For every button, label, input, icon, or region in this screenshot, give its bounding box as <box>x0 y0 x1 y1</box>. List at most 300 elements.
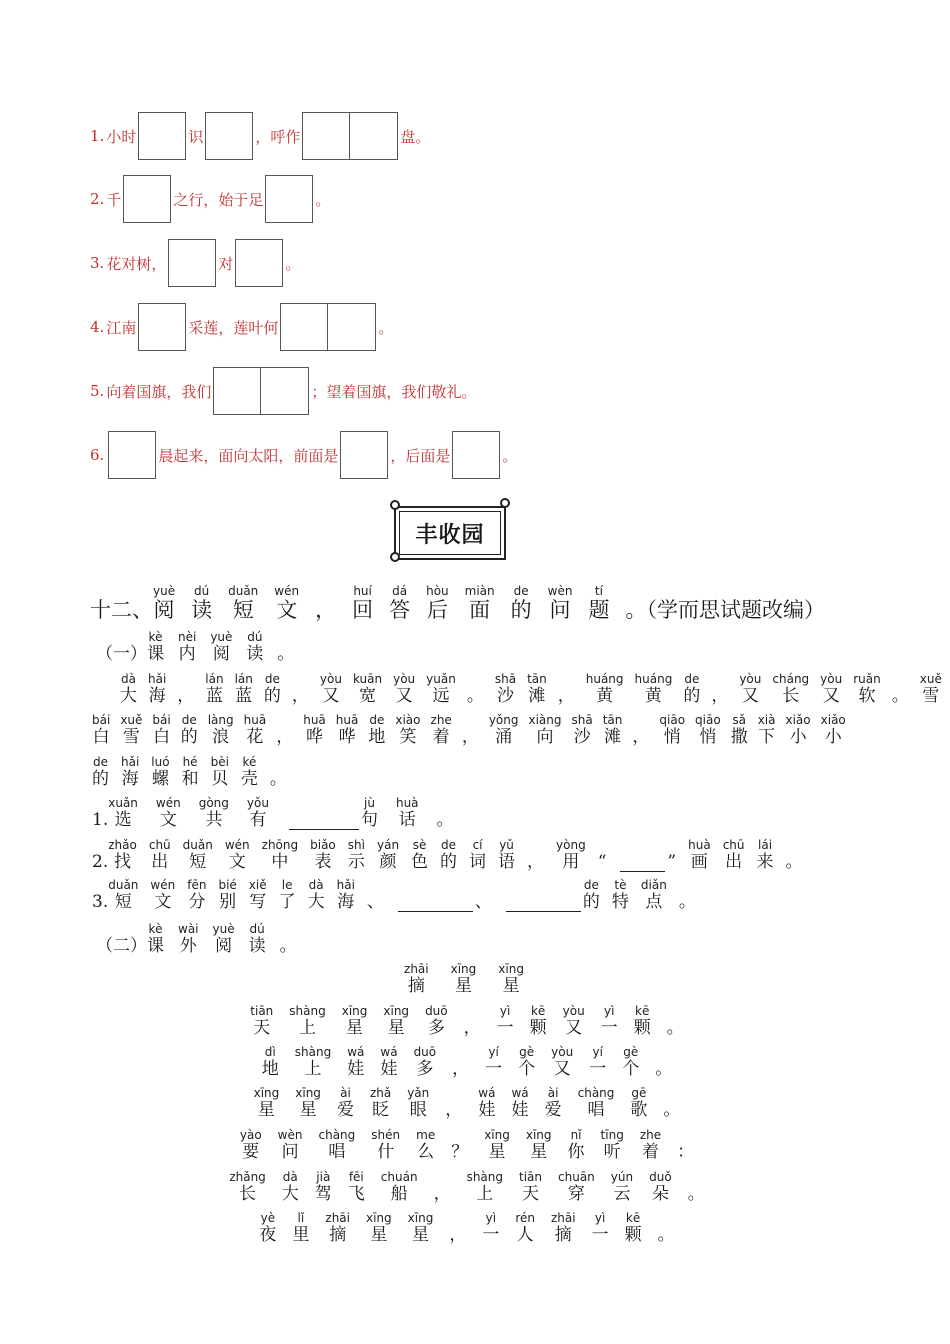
pinyin-character <box>449 1211 466 1245</box>
hanzi: 娃 <box>380 1059 398 1079</box>
pinyin-character <box>279 878 296 912</box>
pinyin: jià <box>316 1170 331 1184</box>
hanzi: 出 <box>725 852 743 872</box>
pinyin-character <box>518 1045 535 1079</box>
hanzi: 、 <box>366 892 384 912</box>
passage-line <box>92 755 299 789</box>
hanzi: 爱 <box>544 1100 562 1120</box>
pinyin-character <box>677 1128 694 1162</box>
item-number: 6. <box>90 446 105 464</box>
pinyin: tān <box>602 713 623 727</box>
part-two-heading <box>96 922 297 956</box>
pinyin: jù <box>363 796 375 810</box>
hanzi: 海 <box>121 769 139 789</box>
hanzi: 雪 <box>922 686 940 706</box>
pinyin: yòu <box>820 672 843 686</box>
pinyin-character <box>259 1211 276 1245</box>
pinyin: chū <box>722 838 745 852</box>
item-text: 采莲，莲叶何 <box>188 318 279 337</box>
hanzi: ？ <box>451 1142 469 1162</box>
pinyin-character <box>149 838 171 872</box>
pinyin-character <box>348 838 365 872</box>
hanzi: 海 <box>148 686 166 706</box>
hanzi: 。 <box>655 1059 673 1079</box>
hanzi: 眼 <box>409 1100 427 1120</box>
pinyin: yì <box>594 1211 606 1225</box>
hanzi: ： <box>677 1142 695 1162</box>
pinyin: hé <box>182 755 198 769</box>
item-text: ，呼作 <box>255 127 301 146</box>
pinyin: xuě <box>919 672 942 686</box>
hanzi: ， <box>557 686 575 706</box>
hanzi: 星 <box>387 1018 405 1038</box>
scroll-curl-icon <box>500 498 510 508</box>
pinyin-character <box>655 1045 672 1079</box>
tianzige-box[interactable] <box>123 175 171 223</box>
pinyin-character <box>208 713 234 747</box>
pinyin-character <box>148 672 166 706</box>
pinyin-character <box>511 1086 528 1120</box>
pinyin: lán <box>205 672 224 686</box>
hanzi: 小 <box>789 727 807 747</box>
pinyin-character <box>368 713 385 747</box>
pinyin: ruǎn <box>853 672 881 686</box>
part-one-heading <box>96 630 294 664</box>
pinyin: xià <box>757 713 776 727</box>
poem-line <box>0 1170 950 1204</box>
pinyin: wén <box>150 878 176 892</box>
pinyin: huā <box>303 713 326 727</box>
pinyin: dú <box>249 922 265 936</box>
pinyin-character <box>147 630 164 664</box>
pinyin-character <box>578 1086 615 1120</box>
pinyin: hǎi <box>148 672 167 686</box>
pinyin-character <box>182 755 199 789</box>
poem-line <box>0 1086 950 1120</box>
pinyin-character <box>482 1211 499 1245</box>
pinyin: cí <box>472 838 483 852</box>
hanzi: 大 <box>120 686 137 706</box>
tianzige-box[interactable] <box>108 431 156 479</box>
pinyin: sè <box>412 838 427 852</box>
answer-blank[interactable] <box>506 893 581 912</box>
pinyin: me <box>416 1128 436 1142</box>
hanzi: 、 <box>474 892 492 912</box>
hanzi: 。 <box>663 1100 681 1120</box>
hanzi: 的 <box>582 892 600 912</box>
character-box-group <box>452 431 500 479</box>
hanzi: 悄 <box>699 727 717 747</box>
pinyin-character <box>178 922 199 956</box>
hanzi: 滩 <box>604 727 622 747</box>
pinyin: yuè <box>153 584 176 598</box>
tianzige-box[interactable] <box>261 367 309 415</box>
tianzige-box[interactable] <box>205 112 253 160</box>
pinyin-character <box>711 672 728 706</box>
pinyin-character <box>213 922 235 956</box>
pinyin-character <box>318 1128 355 1162</box>
hanzi: ， <box>711 686 729 706</box>
hanzi: 大 <box>281 1184 299 1204</box>
tianzige-box[interactable] <box>138 303 186 351</box>
pinyin: shàng <box>294 1045 332 1059</box>
item-number: 5. <box>90 382 105 400</box>
pinyin-character <box>404 962 429 996</box>
hanzi: 星 <box>346 1018 364 1038</box>
pinyin: kē <box>635 1004 650 1018</box>
hanzi: 星 <box>454 976 472 996</box>
pinyin: bái <box>152 713 171 727</box>
pinyin: gè <box>623 1045 639 1059</box>
pinyin: shén <box>371 1128 401 1142</box>
hanzi: 星 <box>299 1100 317 1120</box>
hanzi: 。 <box>657 1225 675 1245</box>
pinyin: làng <box>207 713 234 727</box>
pinyin-character <box>183 838 213 872</box>
pinyin-character <box>731 713 748 747</box>
pinyin-character <box>431 713 452 747</box>
pinyin: wèn <box>547 584 573 598</box>
plain-text: 。 <box>277 644 295 664</box>
hanzi: 来 <box>756 852 774 872</box>
question-line <box>92 878 708 912</box>
pinyin: duǎn <box>182 838 213 852</box>
hanzi: 听 <box>603 1142 621 1162</box>
pinyin-character <box>247 796 269 830</box>
pinyin-character <box>244 713 267 747</box>
hanzi: 表 <box>314 852 332 872</box>
pinyin: dú <box>247 630 263 644</box>
tianzige-box[interactable] <box>265 175 313 223</box>
pinyin-character <box>308 878 325 912</box>
pinyin: yì <box>603 1004 615 1018</box>
pinyin-character <box>178 630 196 664</box>
hanzi: 了 <box>278 892 296 912</box>
item-text: 小时 <box>106 127 137 146</box>
tianzige-box[interactable] <box>280 303 328 351</box>
hanzi: 颜 <box>379 852 397 872</box>
pinyin: yí <box>488 1045 499 1059</box>
hanzi: 文 <box>276 598 298 622</box>
passage-line <box>120 672 950 706</box>
hanzi: 上 <box>304 1059 322 1079</box>
pinyin: duǎn <box>108 878 139 892</box>
character-box-group <box>280 303 376 351</box>
hanzi: 什 <box>377 1142 395 1162</box>
hanzi: 句 <box>360 810 378 830</box>
pinyin-character <box>601 1004 618 1038</box>
poem-line <box>0 1045 950 1079</box>
pinyin: xuǎn <box>108 796 138 810</box>
pinyin-character <box>325 1211 350 1245</box>
plain-text: 2. <box>92 852 109 872</box>
hanzi: 答 <box>389 598 411 622</box>
hanzi: 娃 <box>347 1059 365 1079</box>
pinyin-character <box>498 838 515 872</box>
pinyin: huā <box>335 713 359 727</box>
tianzige-box[interactable] <box>138 112 186 160</box>
pinyin: wén <box>224 838 250 852</box>
pinyin-character <box>786 838 803 872</box>
hanzi: 有 <box>249 810 267 830</box>
hanzi: 星 <box>502 976 520 996</box>
pinyin-character <box>440 838 457 872</box>
pinyin: luó <box>151 755 170 769</box>
item-text: 江南 <box>106 318 137 337</box>
pinyin-character <box>634 1004 651 1038</box>
answer-blank[interactable] <box>620 853 665 872</box>
pinyin-character <box>292 672 309 706</box>
pinyin: de <box>684 672 700 686</box>
pinyin-character <box>526 1128 552 1162</box>
pinyin-character <box>336 713 359 747</box>
fill-in-item <box>90 237 300 289</box>
pinyin-character <box>920 672 942 706</box>
pinyin: xīng <box>498 962 524 976</box>
hanzi: 颗 <box>624 1225 642 1245</box>
pinyin: lǐ <box>297 1211 305 1225</box>
pinyin: hòu <box>426 584 449 598</box>
plain-text: 。（学而思试题改编） <box>625 598 825 622</box>
hanzi: ” <box>667 852 677 872</box>
pinyin-character <box>383 1004 409 1038</box>
fill-in-item <box>90 301 393 353</box>
pinyin-character <box>649 1170 672 1204</box>
fill-in-item <box>90 429 517 481</box>
hanzi: ， <box>445 1100 463 1120</box>
pinyin: gòng <box>198 796 229 810</box>
hanzi: 文 <box>228 852 246 872</box>
item-text: 花对树， <box>106 254 167 273</box>
pinyin-character <box>396 796 419 830</box>
pinyin-character <box>592 1211 609 1245</box>
hanzi: 短 <box>114 892 132 912</box>
hanzi: 黄 <box>644 686 662 706</box>
pinyin: duō <box>425 1004 448 1018</box>
hanzi: 星 <box>411 1225 429 1245</box>
hanzi: 。 <box>269 769 287 789</box>
pinyin: dà <box>308 878 324 892</box>
pinyin: xiào <box>395 713 421 727</box>
hanzi: 课 <box>147 644 164 664</box>
hanzi: 问 <box>281 1142 299 1162</box>
hanzi: 娃 <box>478 1100 496 1120</box>
pinyin-character <box>465 584 495 622</box>
pinyin-character <box>353 672 382 706</box>
pinyin: yuǎn <box>426 672 456 686</box>
pinyin: dì <box>264 1045 276 1059</box>
pinyin-character <box>739 672 761 706</box>
hanzi: 的 <box>440 852 458 872</box>
pinyin-character <box>679 878 696 912</box>
hanzi: 外 <box>179 936 197 956</box>
tianzige-box[interactable] <box>302 112 350 160</box>
pinyin: ài <box>340 1086 351 1100</box>
character-box-group <box>138 303 186 351</box>
tianzige-box[interactable] <box>213 367 261 415</box>
hanzi: 蓝 <box>205 686 223 706</box>
plain-text: （一） <box>96 644 147 664</box>
hanzi: 里 <box>292 1225 310 1245</box>
tianzige-box[interactable] <box>328 303 376 351</box>
pinyin-character <box>495 672 516 706</box>
hanzi: 用 <box>562 852 580 872</box>
answer-blank[interactable] <box>398 893 473 912</box>
pinyin-character <box>310 838 336 872</box>
hanzi: 又 <box>553 1059 571 1079</box>
pinyin-character <box>667 1004 684 1038</box>
pinyin: yè <box>260 1211 276 1225</box>
pinyin-character <box>407 1086 429 1120</box>
hanzi: 分 <box>188 892 206 912</box>
fill-in-item <box>90 173 330 225</box>
tianzige-box[interactable] <box>350 112 398 160</box>
pinyin-character <box>527 672 547 706</box>
hanzi: 短 <box>189 852 207 872</box>
pinyin: xīng <box>253 1086 280 1100</box>
pinyin-character <box>548 584 573 622</box>
hanzi: 词 <box>469 852 487 872</box>
pinyin-character <box>758 713 776 747</box>
answer-blank[interactable] <box>289 811 359 830</box>
plain-text: 3. <box>92 892 109 912</box>
hanzi: 船 <box>390 1184 408 1204</box>
hanzi: 眨 <box>372 1100 390 1120</box>
tianzige-box[interactable] <box>452 431 500 479</box>
pinyin-character <box>240 1128 262 1162</box>
pinyin-character <box>187 878 206 912</box>
hanzi: 哗 <box>306 727 323 747</box>
pinyin: gè <box>519 1045 535 1059</box>
hanzi: 又 <box>395 686 413 706</box>
tianzige-box[interactable] <box>168 239 216 287</box>
pinyin: zhāi <box>404 962 429 976</box>
pinyin-character <box>151 755 169 789</box>
pinyin-character <box>659 713 685 747</box>
pinyin-character <box>108 838 137 872</box>
pinyin: tān <box>527 672 547 686</box>
pinyin-character <box>426 584 449 622</box>
hanzi: 内 <box>178 644 196 664</box>
hanzi: 的 <box>683 686 701 706</box>
pinyin: ké <box>242 755 257 769</box>
pinyin-character <box>757 838 774 872</box>
pinyin-character <box>683 672 700 706</box>
pinyin: shàng <box>289 1004 326 1018</box>
pinyin-character <box>191 584 212 622</box>
pinyin-character <box>469 838 486 872</box>
pinyin-character <box>772 672 809 706</box>
hanzi: ， <box>527 852 545 872</box>
hanzi: 读 <box>191 598 213 622</box>
pinyin: kè <box>148 630 163 644</box>
pinyin-character <box>228 584 258 622</box>
hanzi: 的 <box>263 686 281 706</box>
pinyin-character <box>467 672 484 706</box>
item-text: 识 <box>188 127 204 146</box>
poem-title <box>0 962 950 996</box>
pinyin: yòng <box>556 838 586 852</box>
hanzi: 一 <box>589 1059 607 1079</box>
pinyin-character <box>467 1170 503 1204</box>
pinyin: yòu <box>562 1004 585 1018</box>
hanzi: 要 <box>242 1142 260 1162</box>
item-text: 千 <box>106 190 122 209</box>
pinyin-character <box>181 713 198 747</box>
poem-line <box>0 1128 950 1162</box>
pinyin: shì <box>347 838 365 852</box>
hanzi: 一 <box>485 1059 503 1079</box>
hanzi: 软 <box>858 686 876 706</box>
fill-in-item <box>90 110 430 162</box>
pinyin: zhāi <box>325 1211 350 1225</box>
pinyin: nǐ <box>570 1128 582 1142</box>
pinyin-character <box>380 1045 397 1079</box>
hanzi: 哗 <box>338 727 356 747</box>
hanzi: 点 <box>645 892 663 912</box>
hanzi: ， <box>291 686 309 706</box>
pinyin-character <box>462 713 479 747</box>
hanzi: 出 <box>151 852 169 872</box>
pinyin: qiāo <box>659 713 686 727</box>
hanzi: 又 <box>741 686 759 706</box>
character-box-group <box>123 175 171 223</box>
item-text: 盘。 <box>400 127 431 146</box>
hanzi: 一 <box>591 1225 609 1245</box>
pinyin: duǒ <box>649 1170 672 1184</box>
hanzi: 白 <box>92 727 110 747</box>
pinyin-character <box>262 838 298 872</box>
tianzige-box[interactable] <box>235 239 283 287</box>
hanzi: 螺 <box>151 769 169 789</box>
hanzi: 长 <box>239 1184 257 1204</box>
pinyin: yì <box>499 1004 511 1018</box>
pinyin: dà <box>121 672 136 686</box>
pinyin-character <box>395 713 420 747</box>
pinyin-character <box>147 922 164 956</box>
tianzige-box[interactable] <box>340 431 388 479</box>
character-box-group <box>213 367 309 415</box>
pinyin-character <box>475 878 492 912</box>
pinyin: kē <box>530 1004 546 1018</box>
pinyin-character <box>295 1086 321 1120</box>
pinyin-character <box>361 796 378 830</box>
poem-line <box>0 1004 950 1038</box>
pinyin-character <box>411 838 428 872</box>
pinyin-character <box>484 1128 510 1162</box>
pinyin: zhǎng <box>229 1170 266 1184</box>
pinyin: yào <box>239 1128 262 1142</box>
hanzi: 爱 <box>336 1100 354 1120</box>
hanzi: 娃 <box>511 1100 529 1120</box>
hanzi: 。 <box>785 852 803 872</box>
pinyin: xīng <box>407 1211 434 1225</box>
item-number: 4. <box>90 318 105 336</box>
pinyin: tiān <box>519 1170 543 1184</box>
hanzi: 上 <box>299 1018 316 1038</box>
pinyin: wén <box>274 584 300 598</box>
pinyin-character <box>853 672 881 706</box>
pinyin: fēi <box>348 1170 364 1184</box>
pinyin-character <box>625 1211 642 1245</box>
pinyin-character <box>515 1211 535 1245</box>
pinyin-character <box>530 1004 547 1038</box>
pinyin: wá <box>380 1045 398 1059</box>
pinyin-character <box>342 1004 368 1038</box>
hanzi: 人 <box>516 1225 534 1245</box>
hanzi: 地 <box>261 1059 279 1079</box>
hanzi: 宽 <box>359 686 377 706</box>
